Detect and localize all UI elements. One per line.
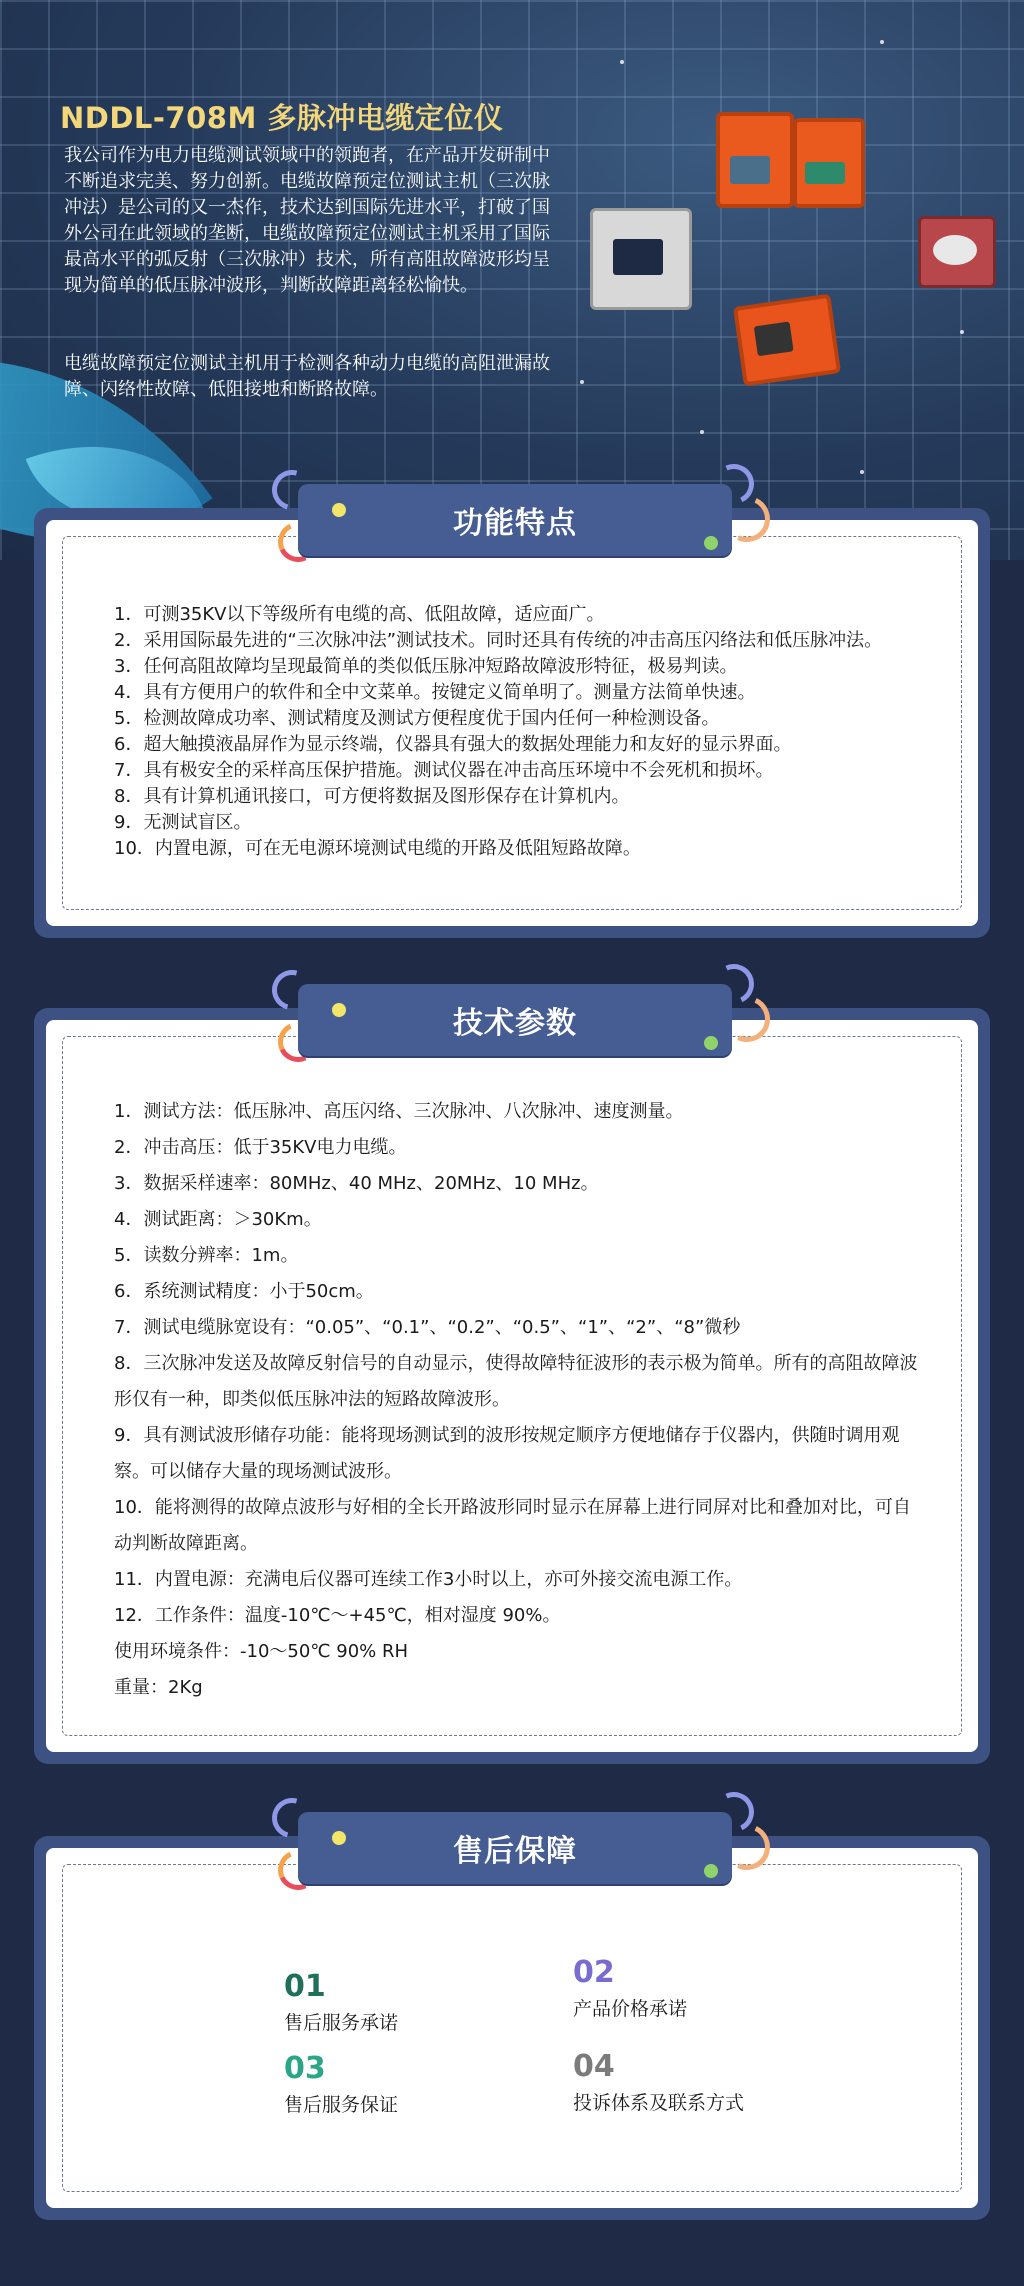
feature-item: 8．具有计算机通讯接口，可方便将数据及图形保存在计算机内。 (114, 786, 630, 807)
section-title: 技术参数 (453, 1006, 577, 1041)
spec-item: 12．工作条件：温度-10℃～+45℃，相对湿度 90%。 (114, 1605, 561, 1626)
section-heading (298, 484, 732, 556)
feature-item: 9．无测试盲区。 (114, 812, 252, 833)
feature-item: 7．具有极安全的采样高压保护措施。测试仪器在冲击高压环境中不会死机和损坏。 (114, 760, 774, 781)
dot-decoration (332, 1831, 346, 1845)
spec-item: 2．冲击高压：低于35KV电力电缆。 (114, 1137, 407, 1158)
features-list (114, 602, 920, 862)
dot-decoration (332, 503, 346, 517)
spec-item: 使用环境条件：-10～50℃ 90% RH (114, 1641, 409, 1662)
star-decoration (880, 40, 884, 44)
feature-item: 3．任何高阻故障均呈现最简单的类似低压脉冲短路故障波形特征，极易判读。 (114, 656, 738, 677)
dashed-border (62, 1864, 962, 2192)
star-decoration (620, 60, 624, 64)
service-number: 01 (284, 1969, 326, 2004)
section-heading (298, 984, 732, 1056)
specs-section (34, 1008, 990, 1764)
spec-item: 3．数据采样速率：80MHz、40 MHz、20MHz、10 MHz。 (114, 1173, 599, 1194)
feature-item: 2．采用国际最先进的“三次脉冲法”测试技术。同时还具有传统的冲击高压闪络法和低压脉冲法。 (114, 630, 883, 651)
spec-item: 6．系统测试精度：小于50cm。 (114, 1281, 374, 1302)
service-number: 04 (573, 2049, 615, 2084)
feature-item: 4．具有方便用户的软件和全中文菜单。按键定义简单明了。测量方法简单快速。 (114, 682, 756, 703)
dot-decoration (704, 1864, 718, 1878)
service-item-02[interactable] (573, 1956, 687, 2021)
service-label: 投诉体系及联系方式 (573, 2092, 745, 2114)
section-title: 功能特点 (453, 506, 577, 541)
section-title: 售后保障 (453, 1834, 577, 1869)
device-image (716, 112, 794, 208)
service-label: 售后服务保证 (284, 2094, 399, 2116)
features-section (34, 508, 990, 938)
feature-item: 1．可测35KV以下等级所有电缆的高、低阻故障，适应面广。 (114, 604, 605, 625)
star-decoration (860, 470, 864, 474)
spec-item: 9．具有测试波形储存功能：能将现场测试到的波形按规定顺序方便地储存于仪器内，供随时调用观察。可以储存大量的现场测试波形。 (114, 1425, 900, 1482)
service-item-01[interactable] (284, 1970, 398, 2035)
spec-item: 重量：2Kg (114, 1677, 203, 1698)
spec-item: 7．测试电缆脉宽设有：“0.05”、“0.1”、“0.2”、“0.5”、“1”、“2”、“8”微秒 (114, 1317, 741, 1338)
spec-item: 8．三次脉冲发送及故障反射信号的自动显示，使得故障特征波形的表示极为简单。所有的高阻故障波形仅有一种，即类似低压脉冲法的短路故障波形。 (114, 1353, 918, 1410)
product-title: NDDL-708M 多脉冲电缆定位仪 (60, 101, 504, 135)
spec-item: 10．能将测得的故障点波形与好相的全长开路波形同时显示在屏幕上进行同屏对比和叠加对比，可自动判断故障距离。 (114, 1497, 911, 1554)
spec-item: 1．测试方法：低压脉冲、高压闪络、三次脉冲、八次脉冲、速度测量。 (114, 1101, 684, 1122)
service-number: 03 (284, 2051, 326, 2086)
spec-item: 5．读数分辨率：1m。 (114, 1245, 299, 1266)
dot-decoration (704, 536, 718, 550)
feature-item: 6．超大触摸液晶屏作为显示终端，仪器具有强大的数据处理能力和友好的显示界面。 (114, 734, 792, 755)
spec-item: 11．内置电源：充满电后仪器可连续工作3小时以上，亦可外接交流电源工作。 (114, 1569, 743, 1590)
device-image (590, 208, 692, 310)
star-decoration (700, 430, 704, 434)
feature-item: 10．内置电源，可在无电源环境测试电缆的开路及低阻短路故障。 (114, 838, 641, 859)
feature-item: 5．检测故障成功率、测试精度及测试方便程度优于国内任何一种检测设备。 (114, 708, 720, 729)
star-decoration (960, 330, 964, 334)
service-section (34, 1836, 990, 2220)
dot-decoration (704, 1036, 718, 1050)
service-panel (46, 1848, 978, 2208)
usage-paragraph: 电缆故障预定位测试主机用于检测各种动力电缆的高阻泄漏故障、闪络性故障、低阻接地和断路故障。 (64, 353, 550, 400)
service-label: 产品价格承诺 (573, 1998, 688, 2020)
service-item-03[interactable] (284, 2052, 398, 2117)
features-panel (46, 520, 978, 926)
device-image (733, 294, 841, 387)
service-label: 售后服务承诺 (284, 2012, 399, 2034)
device-image (793, 118, 865, 208)
specs-panel (46, 1020, 978, 1752)
specs-list (114, 1094, 920, 1706)
service-item-04[interactable] (573, 2050, 744, 2115)
intro-paragraph: 我公司作为电力电缆测试领域中的领跑者，在产品开发研制中不断追求完美、努力创新。电缆故障预定位测试主机（三次脉冲法）是公司的又一杰作，技术达到国际先进水平，打破了国外公司在此领域的垄断，电缆故障预定位测试主机采用了国际最高水平的弧反射（三次脉冲）技术，所有高阻故障波形均呈现为简单的低压脉冲波形，判断故障距离轻松愉快。 (64, 145, 550, 296)
spec-item: 4．测试距离：＞30Km。 (114, 1209, 322, 1230)
dot-decoration (332, 1003, 346, 1017)
hero-banner (0, 0, 1024, 560)
device-image (918, 216, 996, 288)
service-number: 02 (573, 1955, 615, 1990)
star-decoration (580, 380, 584, 384)
section-heading (298, 1812, 732, 1884)
